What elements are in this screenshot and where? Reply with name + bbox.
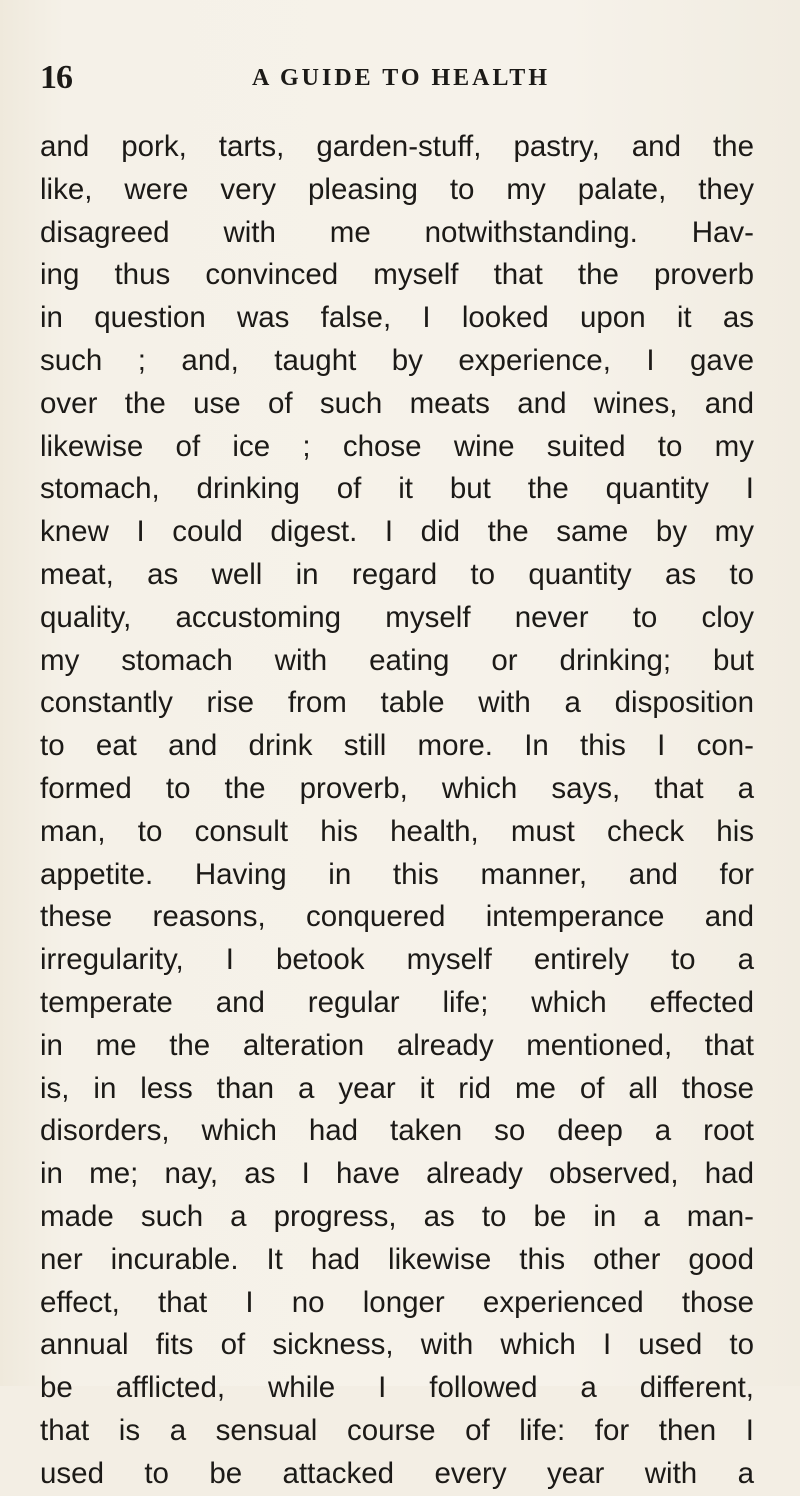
text-line: annual fits of sickness, with which I used to (40, 1328, 754, 1362)
text-line: ing thus convinced myself that the proverb (40, 258, 754, 292)
page-number: 16 (40, 59, 72, 96)
text-line: stomach, drinking of it but the quantity I (40, 472, 754, 506)
text-line: effect, that I no longer experienced those (40, 1285, 754, 1319)
text-line: quality, accustoming myself never to cloy (40, 600, 754, 634)
text-line: in me; nay, as I have already observed, had (40, 1157, 754, 1191)
text-line: my stomach with eating or drinking; but (40, 643, 754, 677)
text-line: these reasons, conquered intemperance and (40, 900, 754, 934)
text-line: disagreed with me notwithstanding. Hav- (40, 215, 754, 249)
running-title: A GUIDE TO HEALTH (252, 65, 550, 91)
body-text (40, 126, 754, 1496)
text-line: and pork, tarts, garden-stuff, pastry, and the (40, 130, 754, 163)
text-line: temperate and regular life; which effected (40, 985, 754, 1019)
text-line: like, were very pleasing to my palate, they (40, 172, 754, 206)
text-line: is, in less than a year it rid me of all those (40, 1071, 754, 1105)
running-head (40, 58, 760, 98)
text-line: irregularity, I betook myself entirely to a (40, 943, 754, 977)
text-line: over the use of such meats and wines, and (40, 386, 754, 420)
text-line: constantly rise from table with a disposition (40, 686, 754, 720)
text-line: man, to consult his health, must check his (40, 814, 754, 848)
text-line: in me the alteration already mentioned, that (40, 1028, 754, 1062)
text-line: that is a sensual course of life: for then I (40, 1413, 754, 1447)
text-line: likewise of ice ; chose wine suited to my (40, 429, 754, 463)
text-line: such ; and, taught by experience, I gave (40, 343, 754, 377)
text-line: to eat and drink still more. In this I con- (40, 729, 754, 763)
text-line: used to be attacked every year with a (40, 1456, 754, 1490)
text-line: knew I could digest. I did the same by my (40, 515, 754, 549)
text-line: disorders, which had taken so deep a root (40, 1114, 754, 1148)
text-line: be afflicted, while I followed a different, (40, 1371, 754, 1405)
text-line: in question was false, I looked upon it as (40, 301, 754, 335)
text-line: appetite. Having in this manner, and for (40, 857, 754, 891)
text-line: ner incurable. It had likewise this other good (40, 1242, 754, 1276)
text-line: meat, as well in regard to quantity as to (40, 557, 754, 591)
text-line: made such a progress, as to be in a man- (40, 1199, 754, 1233)
text-line: formed to the proverb, which says, that a (40, 771, 754, 805)
